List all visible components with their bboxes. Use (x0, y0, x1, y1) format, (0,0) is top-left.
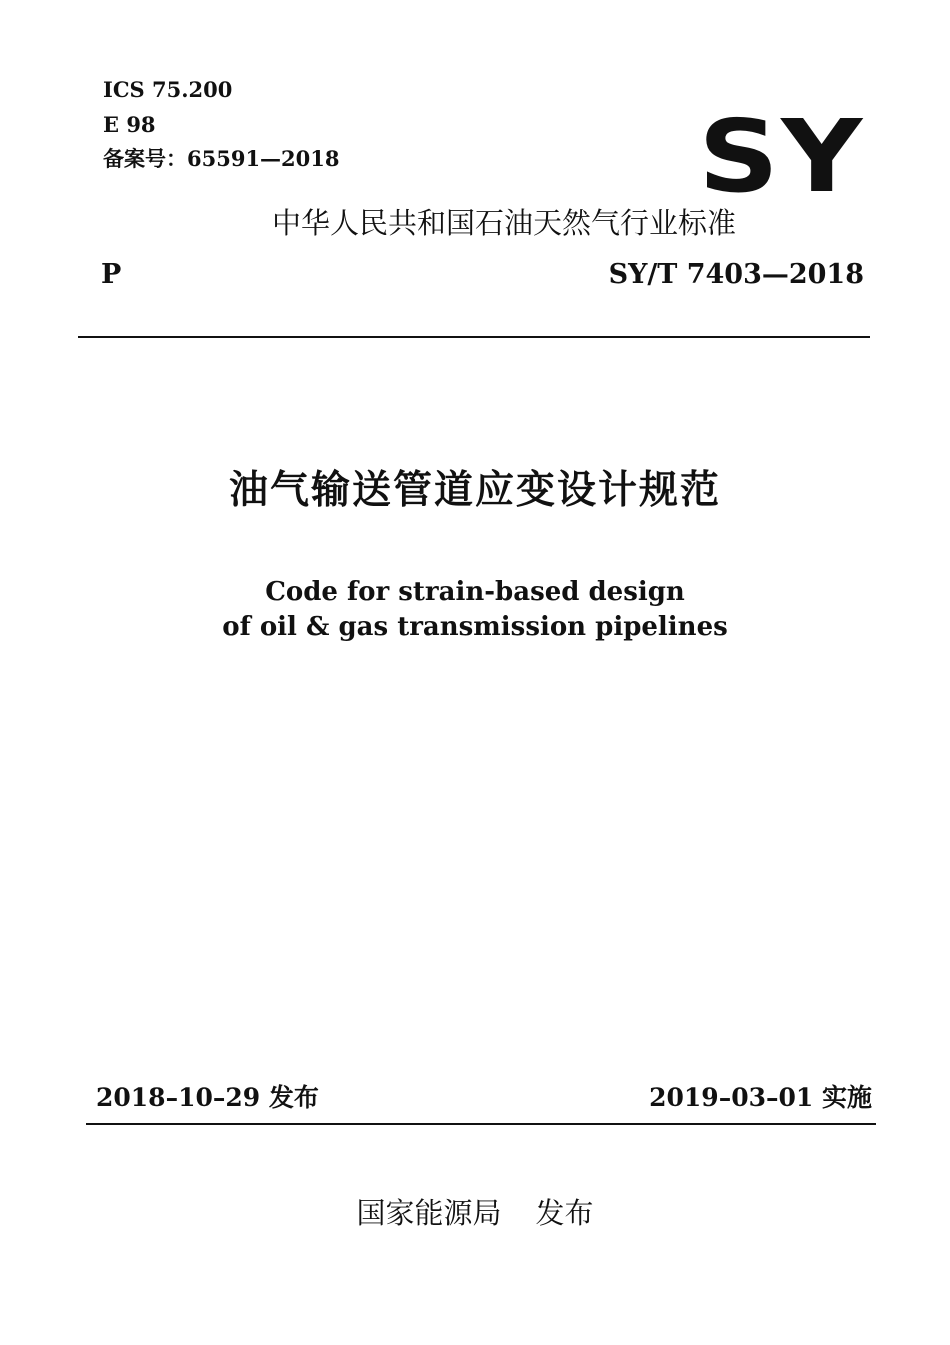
ccs-code: E 98 (103, 112, 156, 137)
document-title-english-line1: Code for strain-based design (265, 577, 685, 607)
document-title-chinese: 油气输送管道应变设计规范 (228, 468, 721, 513)
issue-date: 2018–10–29 发布 (96, 1083, 319, 1112)
industry-standard-title: 中华人民共和国石油天然气行业标准 (272, 206, 737, 240)
publisher-name: 国家能源局 (356, 1196, 502, 1230)
category-letter: P (101, 259, 122, 290)
bottom-divider (86, 1123, 876, 1125)
sy-logo: SY (697, 98, 864, 215)
standard-number: SY/T 7403—2018 (608, 259, 864, 290)
publish-action: 发布 (535, 1196, 594, 1230)
ics-code: ICS 75.200 (103, 77, 233, 102)
publisher-line (0, 1193, 950, 1233)
record-number: 备案号：65591—2018 (103, 146, 340, 171)
top-divider (78, 336, 870, 338)
implementation-date: 2019–03–01 实施 (649, 1083, 872, 1112)
document-title-english-line2: of oil & gas transmission pipelines (222, 612, 728, 642)
